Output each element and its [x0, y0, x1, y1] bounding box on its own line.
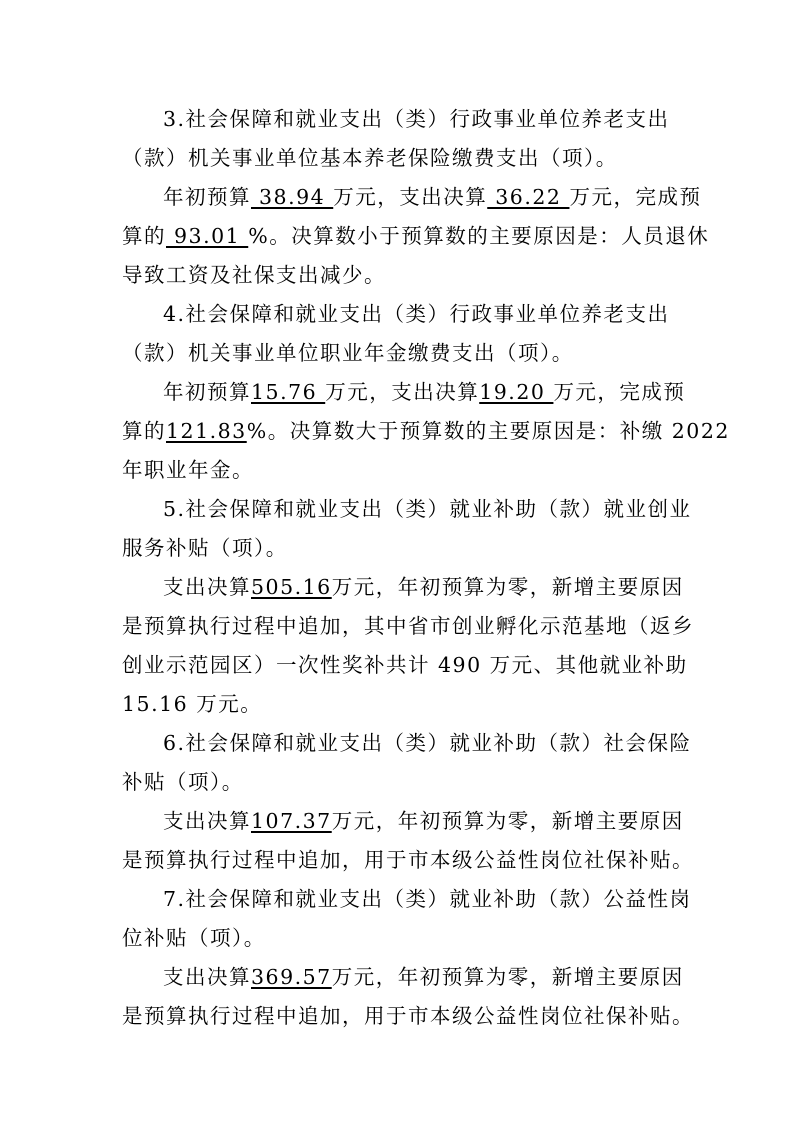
text-segment: 支出决算 [163, 809, 251, 833]
section-6-body-line-2: 是预算执行过程中追加，用于市本级公益性岗位社保补贴。 [122, 848, 694, 872]
text-segment: 支出决算 [163, 965, 251, 989]
section-4-body-line-1 [163, 378, 685, 406]
section-5-body-line-4: 15.16 万元。 [122, 692, 263, 716]
completion-rate-value: 121.83 [166, 419, 247, 443]
final-account-value: 36.22 [487, 185, 570, 209]
section-7-body-line-1 [163, 963, 684, 991]
section-5-body-line-3: 创业示范园区）一次性奖补共计 490 万元、其他就业补助 [122, 653, 688, 677]
text-segment: 算的 [122, 224, 166, 248]
section-6-heading-line-2: 补贴（项）。 [122, 770, 244, 794]
text-segment: 万元，年初预算为零，新增主要原因 [331, 965, 684, 989]
section-5-body-line-2: 是预算执行过程中追加，其中省市创业孵化示范基地（返乡 [122, 614, 694, 638]
section-3-body-line-1 [163, 183, 701, 211]
section-3-body-line-2 [122, 222, 709, 250]
text-segment: 万元，支出决算 [333, 185, 488, 209]
section-5-heading-line-2: 服务补贴（项）。 [122, 536, 288, 560]
final-account-value: 19.20 [479, 380, 554, 404]
section-7-heading-line-1: 7.社会保障和就业支出（类）就业补助（款）公益性岗 [163, 887, 692, 911]
text-segment: 支出决算 [163, 575, 251, 599]
section-5-body-line-1 [163, 573, 684, 601]
text-segment: 万元，年初预算为零，新增主要原因 [331, 575, 684, 599]
text-segment: 算的 [122, 419, 166, 443]
text-segment: 年初预算 [163, 380, 251, 404]
text-segment: 万元，完成预 [553, 380, 686, 404]
completion-rate-value: 93.01 [166, 224, 249, 248]
section-4-body-line-3: 年职业年金。 [122, 458, 254, 482]
text-segment: 年初预算 [163, 185, 251, 209]
budget-value: 38.94 [251, 185, 334, 209]
text-segment: %。决算数大于预算数的主要原因是：补缴 2022 [246, 419, 730, 443]
section-4-heading-line-2: （款）机关事业单位职业年金缴费支出（项）。 [122, 341, 574, 365]
section-7-body-line-2: 是预算执行过程中追加，用于市本级公益性岗位社保补贴。 [122, 1004, 694, 1028]
section-4-body-line-2 [122, 417, 730, 445]
section-5-heading-line-1: 5.社会保障和就业支出（类）就业补助（款）就业创业 [163, 497, 692, 521]
section-3-heading-line-1: 3.社会保障和就业支出（类）行政事业单位养老支出 [163, 107, 670, 131]
section-3-body-line-3: 导致工资及社保支出减少。 [122, 263, 386, 287]
text-segment: %。决算数小于预算数的主要原因是：人员退休 [248, 224, 710, 248]
section-4-heading-line-1: 4.社会保障和就业支出（类）行政事业单位养老支出 [163, 302, 670, 326]
section-7-heading-line-2: 位补贴（项）。 [122, 926, 266, 950]
text-segment: 万元，年初预算为零，新增主要原因 [331, 809, 684, 833]
final-account-value: 107.37 [251, 809, 332, 833]
section-6-body-line-1 [163, 807, 684, 835]
text-segment: 万元，完成预 [569, 185, 702, 209]
section-6-heading-line-1: 6.社会保障和就业支出（类）就业补助（款）社会保险 [163, 731, 692, 755]
text-segment: 万元，支出决算 [325, 380, 480, 404]
budget-value: 15.76 [251, 380, 326, 404]
final-account-value: 505.16 [251, 575, 332, 599]
final-account-value: 369.57 [251, 965, 332, 989]
section-3-heading-line-2: （款）机关事业单位基本养老保险缴费支出（项）。 [122, 146, 618, 170]
